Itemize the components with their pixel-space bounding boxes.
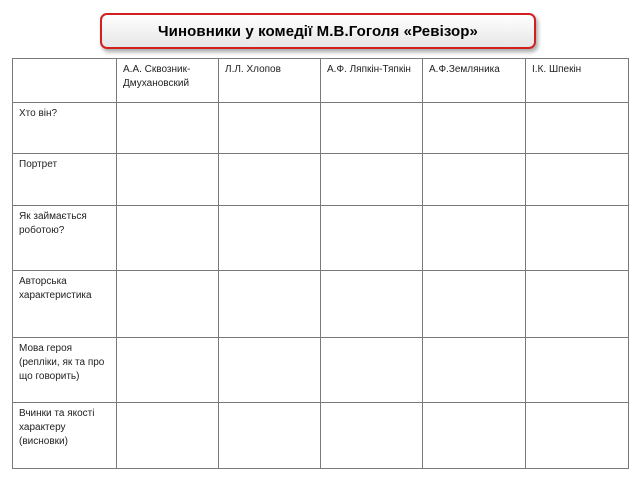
table-cell (526, 271, 629, 338)
column-header: І.К. Шпекін (526, 59, 629, 103)
table-cell (219, 338, 321, 403)
table-cell (526, 103, 629, 154)
row-label: Авторська характеристика (13, 271, 117, 338)
column-header: Л.Л. Хлопов (219, 59, 321, 103)
corner-cell (13, 59, 117, 103)
column-header: А.А. Сквозник-Дмухановский (117, 59, 219, 103)
row-label: Мова героя (репліки, як та про що говорить) (13, 338, 117, 403)
table-row (13, 271, 629, 338)
table-cell (526, 206, 629, 271)
table-cell (219, 103, 321, 154)
comparison-table (12, 58, 629, 469)
table-row (13, 154, 629, 206)
table-cell (423, 103, 526, 154)
table-cell (321, 271, 423, 338)
table-cell (423, 154, 526, 206)
row-label: Хто він? (13, 103, 117, 154)
page-title: Чиновники у комедії М.В.Гоголя «Ревізор» (157, 22, 478, 40)
table-row (13, 338, 629, 403)
table-cell (526, 403, 629, 469)
table-cell (526, 338, 629, 403)
table-row (13, 103, 629, 154)
table-cell (117, 154, 219, 206)
table-cell (321, 403, 423, 469)
table-row (13, 403, 629, 469)
header-row (13, 59, 629, 103)
table-cell (117, 103, 219, 154)
table-row (13, 206, 629, 271)
table-cell (321, 206, 423, 271)
row-label: Як займається роботою? (13, 206, 117, 271)
table-cell (526, 154, 629, 206)
table-cell (117, 338, 219, 403)
table-cell (219, 154, 321, 206)
table-cell (423, 206, 526, 271)
table-cell (117, 403, 219, 469)
table-cell (219, 403, 321, 469)
table-cell (219, 271, 321, 338)
table-cell (423, 403, 526, 469)
column-header: А.Ф. Ляпкін-Тяпкін (321, 59, 423, 103)
table-cell (321, 103, 423, 154)
table-cell (423, 271, 526, 338)
table-cell (321, 338, 423, 403)
table-cell (321, 154, 423, 206)
title-banner (100, 13, 536, 49)
table-cell (423, 338, 526, 403)
row-label: Вчинки та якості характеру (висновки) (13, 403, 117, 469)
row-label: Портрет (13, 154, 117, 206)
table-cell (117, 271, 219, 338)
table-cell (219, 206, 321, 271)
column-header: А.Ф.Земляника (423, 59, 526, 103)
table-cell (117, 206, 219, 271)
